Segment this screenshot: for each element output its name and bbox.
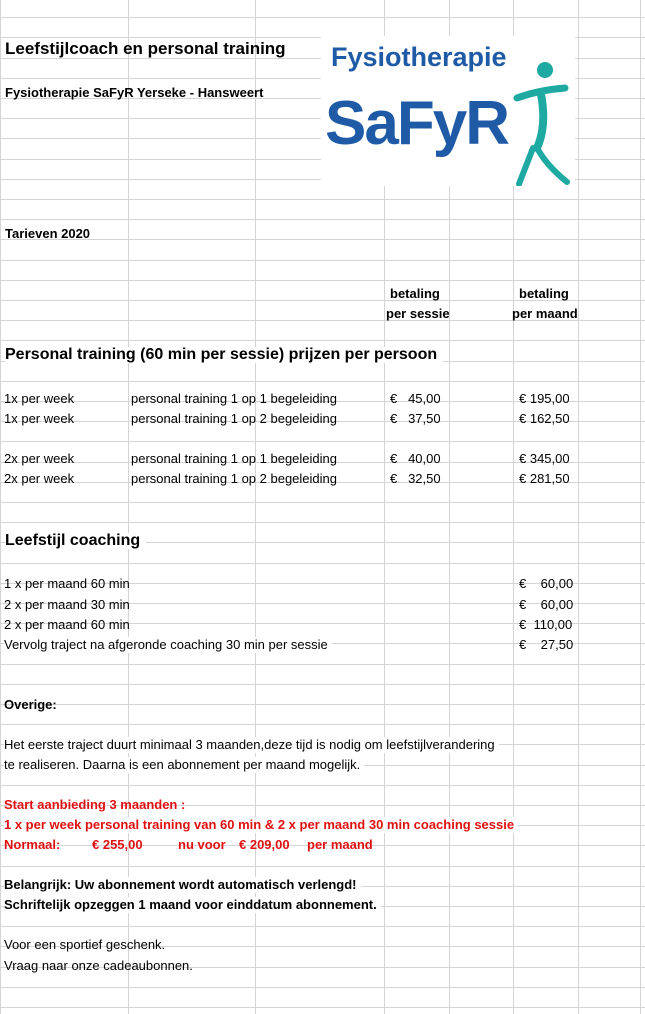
important-line2: Schriftelijk opzeggen 1 maand voor einddatum abonnement. [4, 897, 381, 913]
row-frequency: 1x per week [4, 391, 75, 406]
row-price-session: € 40,00 [390, 451, 441, 466]
column-header-session-line1: betaling [390, 286, 440, 301]
section-title-coaching: Leefstijl coaching [5, 533, 146, 549]
row-price-month: € 162,50 [519, 411, 570, 426]
row-description: personal training 1 op 2 begeleiding [131, 411, 337, 426]
row-price-month: € 195,00 [519, 391, 570, 406]
row-description: personal training 1 op 2 begeleiding [131, 471, 337, 486]
overige-text-line2: te realiseren. Daarna is een abonnement per maand mogelijk. [4, 757, 364, 773]
important-line1: Belangrijk: Uw abonnement wordt automatisch verlengd! [4, 877, 361, 893]
offer-description: 1 x per week personal training van 60 min & 2 x per maand 30 min coaching sessie [4, 817, 518, 833]
section-title-overige: Overige: [4, 697, 57, 712]
logo-line2: SaFyR [325, 89, 508, 158]
row-frequency: 2x per week [4, 471, 75, 486]
logo-line1: Fysiotherapie [331, 42, 507, 72]
coaching-price: € 60,00 [519, 597, 574, 612]
offer-title: Start aanbieding 3 maanden : [4, 797, 186, 812]
row-price-month: € 281,50 [519, 471, 570, 486]
offer-now-label: nu voor [178, 837, 226, 852]
coaching-description: 2 x per maand 30 min [4, 597, 130, 612]
overige-text-line1: Het eerste traject duurt minimaal 3 maanden,deze tijd is nodig om leefstijlverandering [4, 737, 499, 753]
offer-period: per maand [307, 837, 373, 852]
safyr-logo [321, 36, 575, 186]
page-subtitle: Fysiotherapie SaFyR Yerseke - Hansweert [5, 85, 264, 100]
rates-year-label: Tarieven 2020 [5, 226, 91, 241]
row-description: personal training 1 op 1 begeleiding [131, 451, 337, 466]
page-title: Leefstijlcoach en personal training [5, 39, 286, 58]
row-price-session: € 37,50 [390, 411, 441, 426]
person-figure-icon [517, 62, 567, 184]
row-price-month: € 345,00 [519, 451, 570, 466]
section-title-personal-training: Personal training (60 min per sessie) prijzen per persoon [5, 347, 443, 363]
coaching-description: 1 x per maand 60 min [4, 576, 130, 591]
row-price-session: € 45,00 [390, 391, 441, 406]
coaching-description: Vervolg traject na afgeronde coaching 30 min per sessie [4, 637, 332, 653]
row-description: personal training 1 op 1 begeleiding [131, 391, 337, 406]
column-header-month-line2: per maand [512, 306, 578, 321]
gift-line1: Voor een sportief geschenk. [4, 937, 166, 952]
offer-normal-label: Normaal: [4, 837, 61, 852]
gift-line2: Vraag naar onze cadeaubonnen. [4, 958, 193, 973]
coaching-price: € 27,50 [519, 637, 574, 652]
offer-normal-price: € 255,00 [92, 837, 143, 852]
coaching-description: 2 x per maand 60 min [4, 617, 130, 632]
row-frequency: 2x per week [4, 451, 75, 466]
offer-now-price: € 209,00 [239, 837, 290, 852]
coaching-price: € 110,00 [519, 617, 573, 632]
column-header-month-line1: betaling [519, 286, 569, 301]
row-price-session: € 32,50 [390, 471, 441, 486]
row-frequency: 1x per week [4, 411, 75, 426]
coaching-price: € 60,00 [519, 576, 574, 591]
column-header-session-line2: per sessie [386, 306, 450, 321]
